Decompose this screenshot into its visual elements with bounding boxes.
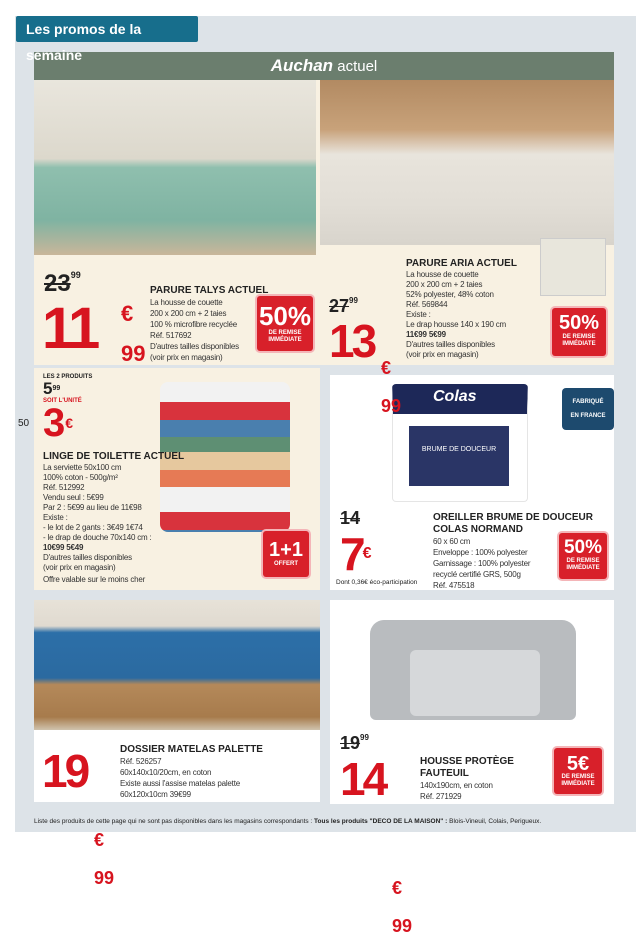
line: D'autres tailles disponibles [150,342,239,351]
line: (voir prix en magasin) [406,350,479,359]
line: 200 x 200 cm + 2 taies [150,309,227,318]
line: Vendu seul : 5€99 [43,493,104,502]
product-name-2: COLAS NORMAND [433,524,523,535]
product-name: PARURE TALYS ACTUEL [150,285,269,296]
line: Réf. 271929 [420,792,462,801]
sofa-cover-photo [370,620,576,720]
pillow-price: 7€ [340,528,369,580]
pack-label: BRUME DE DOUCEUR [409,426,509,486]
line: 60 x 60 cm [433,537,471,546]
unit-price: 3€ [43,401,74,445]
talys-details [150,285,269,363]
line: (voir prix en magasin) [150,353,223,362]
aria-cents: 99 [381,396,402,416]
section-tab: Les promos de la semaine [16,16,198,42]
pair-price: $5^{99}$ [43,379,61,398]
product-name: HOUSSE PROTÈGE [420,756,514,767]
line: 11€99 5€99 [406,330,446,339]
towel-pricing [43,374,93,445]
line: 52% polyester, 48% coton [406,290,494,299]
product-name: OREILLER BRUME DE DOUCEUR [433,512,594,523]
line: La housse de couette [150,298,223,307]
discount-badge: 50% DE REMISE IMMÉDIATE [559,533,607,579]
line: 10€99 5€49 [43,543,84,552]
aria-old-price: $27^{99}$ [329,296,358,316]
palette-mattress-photo [34,600,320,730]
palette-price: 19 [42,745,88,797]
line: Réf. 512992 [43,483,85,492]
line: - le lot de 2 gants : 3€49 1€74 [43,523,143,532]
line: 60x120x10cm 39€99 [120,790,191,799]
discount-badge: 5€ DE REMISE IMMÉDIATE [554,748,602,794]
brand-logo: Auchan [270,56,334,75]
currency: € [121,301,134,326]
product-name: LINGE DE TOILETTE ACTUEL [43,451,185,462]
brand-suffix: actuel [337,58,378,75]
line: Existe : [43,513,68,522]
line: Réf. 569844 [406,300,448,309]
line: 140x190cm, en coton [420,781,493,790]
line: D'autres tailles disponibles [406,340,495,349]
line: D'autres tailles disponibles [43,553,132,562]
line: Enveloppe : 100% polyester [433,548,528,557]
offer-note: Offre valable sur le moins cher [43,575,146,584]
aria-details [406,258,536,360]
talys-bedding-photo [34,80,316,255]
pillow-old-price: 14 [340,508,361,528]
sofa-cents: 99 [392,916,413,936]
line: recyclé certifié GRS, 500g [433,570,521,579]
discount-badge: 50% DE REMISE IMMÉDIATE [552,308,606,356]
currency: € [381,358,392,378]
talys-cents: 99 [121,341,146,366]
line: Existe aussi l'assise matelas palette [120,779,240,788]
line: 200 x 200 cm + 2 taies [406,280,483,289]
line: Réf. 475518 [433,581,475,590]
product-name: DOSSIER MATELAS PALETTE [120,744,263,755]
line: La housse de couette [406,270,479,279]
made-in-france-badge: FABRIQUÉ EN FRANCE [562,388,614,430]
line: (voir prix en magasin) [43,563,116,572]
availability-footnote: Liste des produits de cette page qui ne sont pas disponibles dans les magasins correspondants : Tous les produits "DECO DE LA MAISON" : Blois-Vineuil, Colais, Perigueux. [34,818,542,825]
brand-band [34,52,614,80]
line: 100 % microfibre recyclée [150,320,238,329]
line: - le drap de douche 70x140 cm : [43,533,152,542]
line: Réf. 517692 [150,331,192,340]
sofa-price: 14 [340,753,386,805]
talys-old-price: $23^{99}$ [44,270,81,297]
aria-price: 13 [329,315,375,367]
drap-housse-photo [540,238,606,296]
page-number: 50 [18,418,30,429]
line: 60x140x10/20cm, en coton [120,768,212,777]
palette-cents: 99 [94,868,115,888]
currency: € [392,878,403,898]
pack-brand: Colas [433,388,477,405]
offer-badge: 1+1 OFFERT [263,531,309,577]
line: La serviette 50x100 cm [43,463,122,472]
unit-label: SOIT L'UNITÉ [43,398,82,404]
palette-details [120,744,310,800]
sofa-details [420,756,530,802]
discount-badge: 50% DE REMISE IMMÉDIATE [257,296,313,351]
product-name-2: FAUTEUIL [420,768,469,779]
line: Existe : [406,310,431,319]
line: Garnissage : 100% polyester [433,559,531,568]
currency: € [94,830,105,850]
talys-price: 11 [42,296,98,361]
line: Par 2 : 5€99 au lieu de 11€98 [43,503,142,512]
pair-label: LES 2 PRODUITS [43,374,93,380]
eco-participation: Dont 0,36€ éco-participation [336,579,418,586]
towel-details [43,451,213,585]
line: Réf. 526257 [120,757,162,766]
line: 100% coton - 500g/m² [43,473,118,482]
line: Le drap housse 140 x 190 cm [406,320,507,329]
aria-bedding-photo [320,80,614,245]
sofa-old-price: $19^{99}$ [340,733,369,753]
product-name: PARURE ARIA ACTUEL [406,258,517,269]
